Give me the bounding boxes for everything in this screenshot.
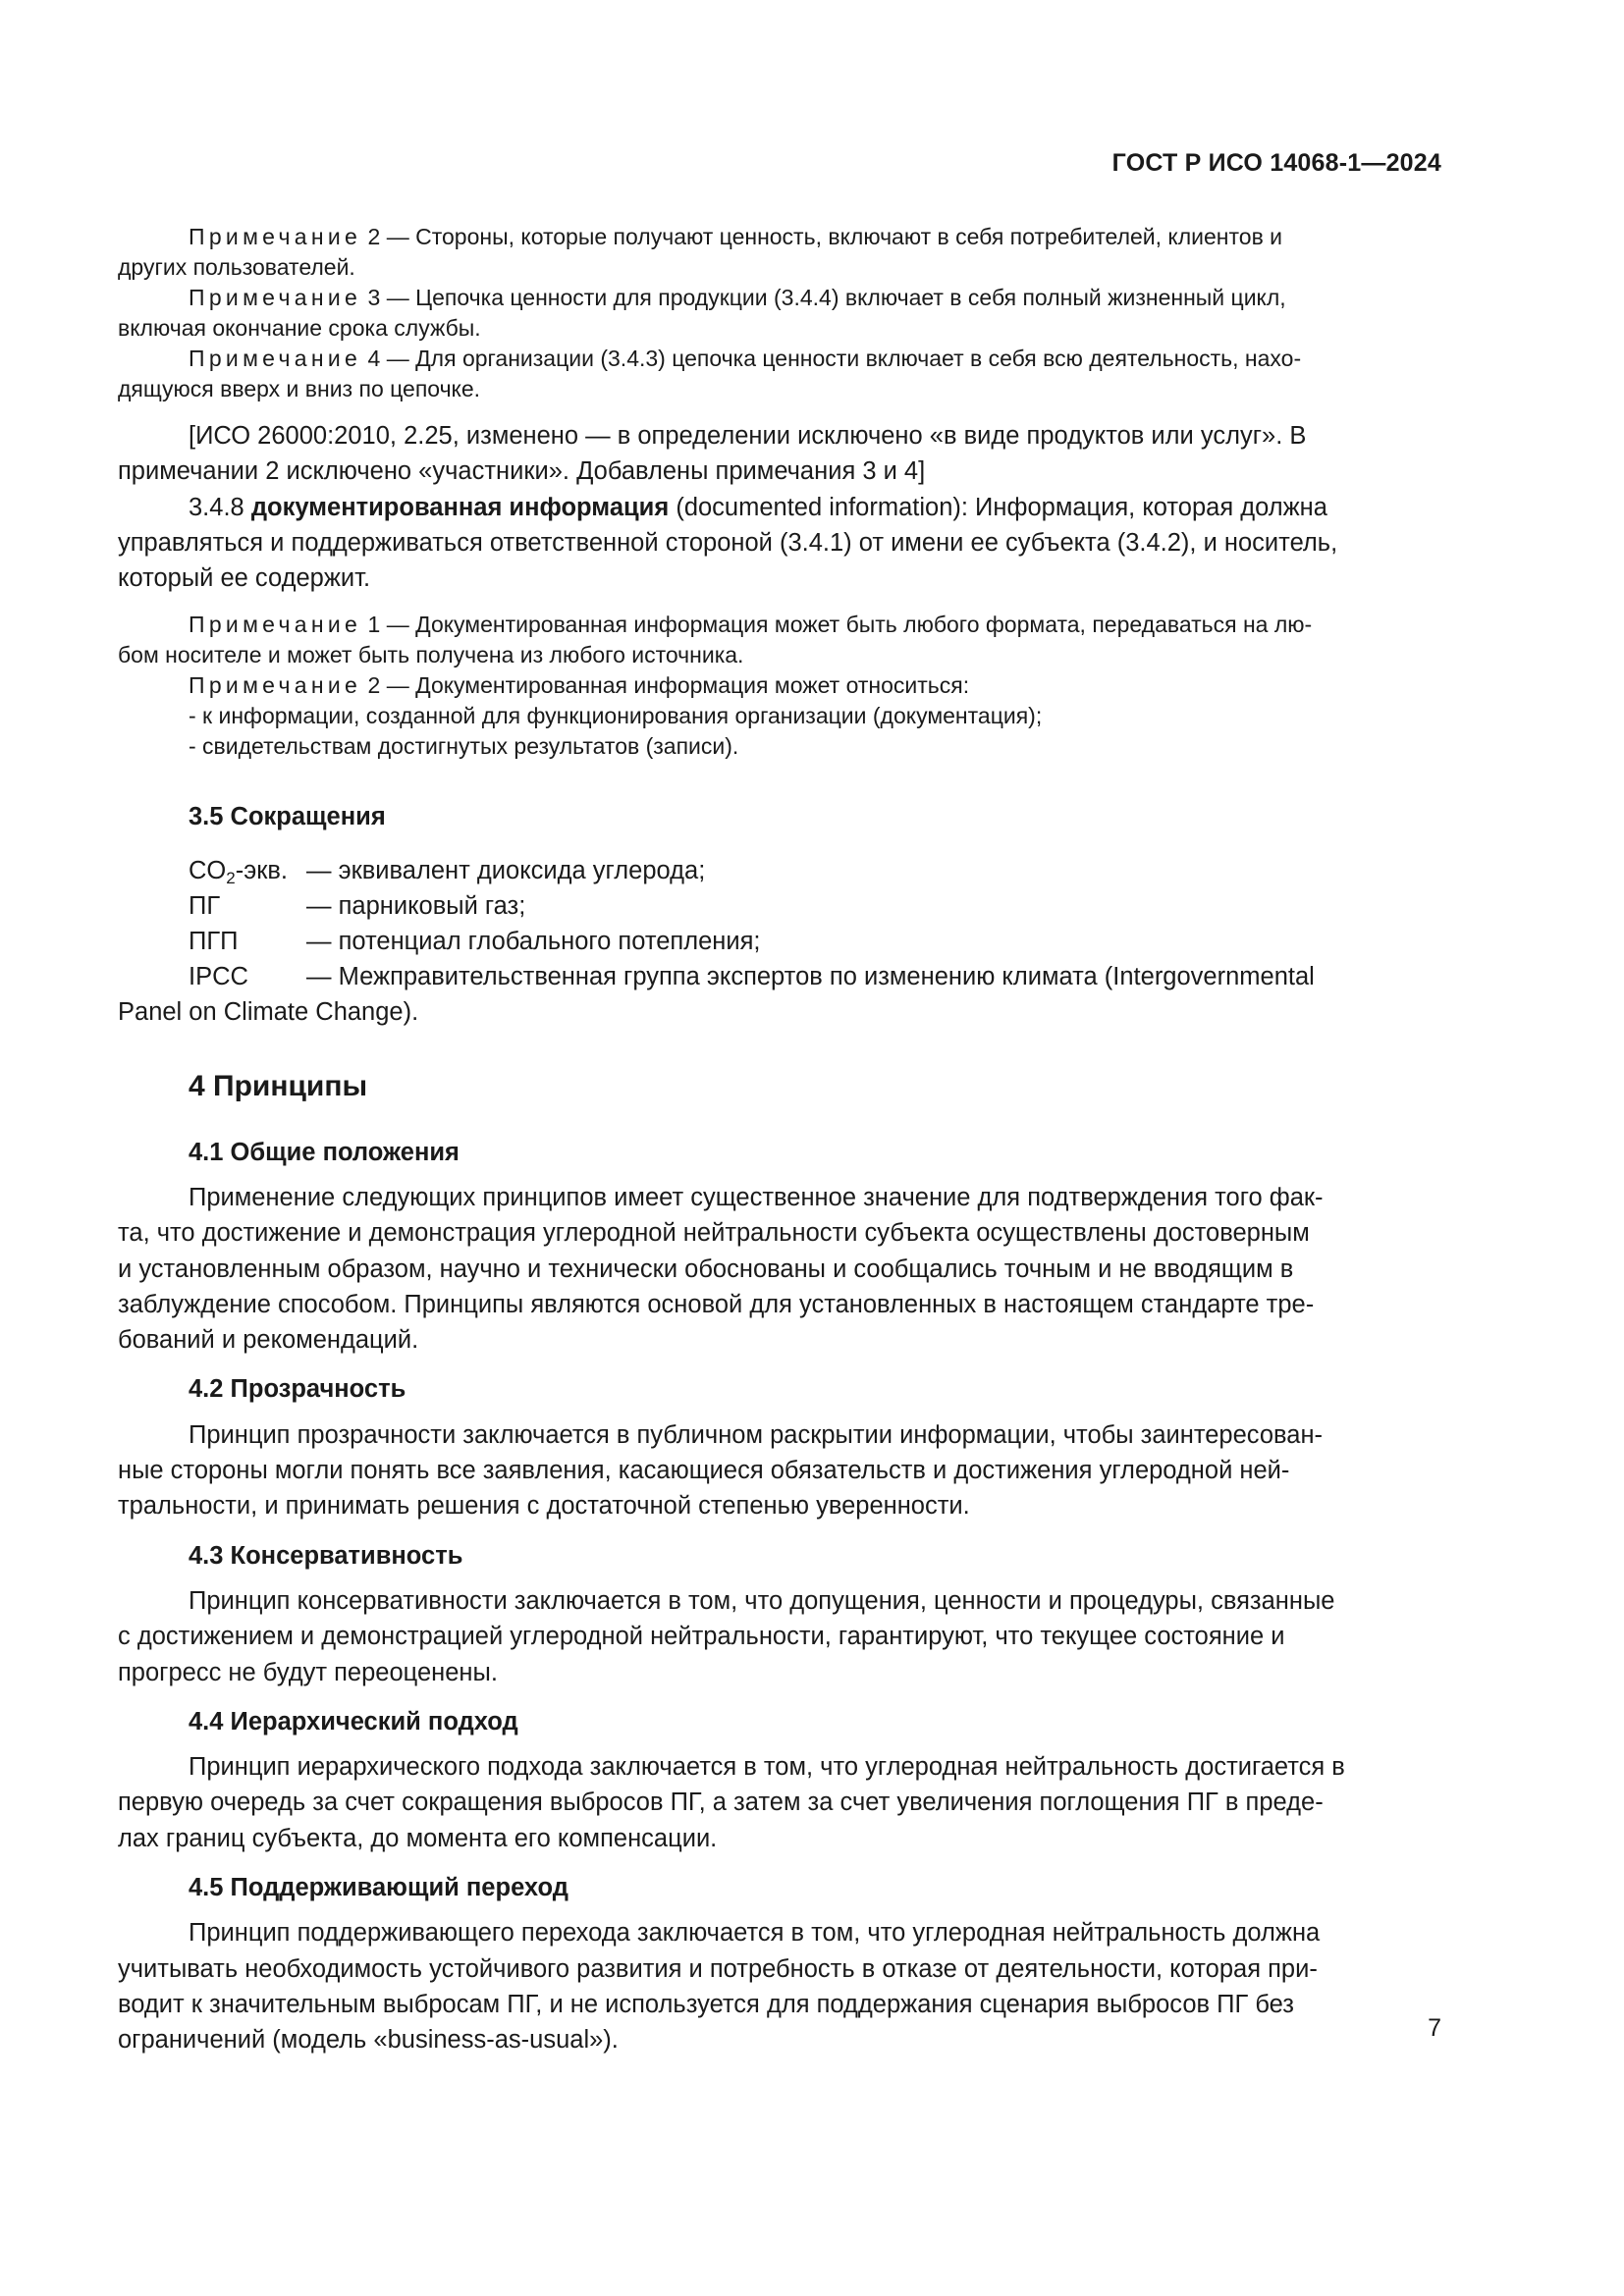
abbreviation-term <box>189 853 288 888</box>
term-definition-348 <box>118 490 1443 597</box>
note-line <box>118 222 1443 252</box>
note-line: бом носителе и может быть получена из любого источника. <box>118 642 744 668</box>
term-number: 3.4.8 <box>189 493 244 521</box>
subsection-body <box>118 1749 1443 1856</box>
note-line <box>118 283 1443 313</box>
abbreviation-row <box>118 924 1443 959</box>
section-heading-4: 4 Принципы <box>189 1070 368 1103</box>
text-line: тральности, и принимать решения с достаточной степенью уверенности. <box>118 1492 970 1521</box>
text-line: прогресс не будут переоценены. <box>118 1658 498 1686</box>
text-line: ограничений (модель «business-as-usual»). <box>118 2026 619 2055</box>
text-line <box>118 959 1443 994</box>
abbreviation-definition: — потенциал глобального потепления; <box>306 927 761 955</box>
text-line: лах границ субъекта, до момента его компенсации. <box>118 1824 718 1852</box>
note-label: Примечание <box>189 224 362 249</box>
abbreviation-definition: — парниковый газ; <box>306 891 526 920</box>
note-text: 3 — Цепочка ценности для продукции (3.4.4) включает в себя полный жизненный цикл, <box>367 285 1286 310</box>
abbreviation-term: ПГ <box>189 891 221 920</box>
note-label: Примечание <box>189 612 362 638</box>
note-text: 4 — Для организации (3.4.3) цепочка ценности включает в себя всю деятельность, нахо- <box>367 346 1302 371</box>
abbreviation-term: IPCC <box>189 962 248 990</box>
section-heading-3-5: 3.5 Сокращения <box>189 803 386 831</box>
text-line: водит к значительным выбросам ПГ, и не используется для поддержания сценария выбросов ПГ без <box>118 1990 1294 2018</box>
text-line: Применение следующих принципов имеет существенное значение для подтверждения того фак- <box>189 1183 1324 1211</box>
note-text: 2 — Документированная информация может относиться: <box>367 672 970 699</box>
abbreviations-list <box>118 853 1443 1031</box>
note-text: 1 — Документированная информация может быть любого формата, передаваться на лю- <box>367 612 1313 638</box>
note-text: 2 — Стороны, которые получают ценность, включают в себя потребителей, клиентов и <box>367 224 1283 249</box>
text-line: который ее содержит. <box>118 564 371 593</box>
note-line: включая окончание срока службы. <box>118 315 481 341</box>
subsection-body <box>118 1915 1443 2057</box>
text-line: ные стороны могли понять все заявления, касающиеся обязательств и достижения углеродной ней- <box>118 1457 1290 1485</box>
subsection-heading: 4.5 Поддерживающий переход <box>189 1874 568 1902</box>
abbr-co2-suffix: -экв. <box>235 856 289 884</box>
text-line: та, что достижение и демонстрация углеродной нейтральности субъекта осуществлены достоверным <box>118 1219 1310 1248</box>
text-line: учитывать необходимость устойчивого развития и потребность в отказе от деятельности, которая при- <box>118 1954 1318 1983</box>
subsection-heading: 4.3 Консервативность <box>189 1541 463 1570</box>
abbreviation-row <box>118 888 1443 924</box>
source-reference <box>118 418 1443 490</box>
page-number: 7 <box>1428 2014 1441 2042</box>
subsection-body <box>118 1583 1443 1690</box>
note-label: Примечание <box>189 346 362 371</box>
note-block-documented-info <box>118 610 1443 762</box>
note-line <box>118 344 1443 374</box>
abbreviation-term: ПГП <box>189 927 239 955</box>
text-line: и установленным образом, научно и технически обоснованы и сообщались точным и не вводящим в <box>118 1255 1294 1283</box>
text-line: Принцип прозрачности заключается в публичном раскрытии информации, чтобы заинтересован- <box>189 1420 1324 1449</box>
term-text: (documented information): Информация, которая должна <box>676 493 1327 521</box>
subsection-body <box>118 1417 1443 1524</box>
text-line <box>118 490 1443 525</box>
subsection-body <box>118 1180 1443 1358</box>
abbreviation-row <box>118 959 1443 1031</box>
text-line: управляться и поддерживаться ответственной стороной (3.4.1) от имени ее субъекта (3.4.2), и носитель, <box>118 528 1338 557</box>
abbr-co2-sub: 2 <box>226 868 236 887</box>
page-content <box>118 222 1443 2058</box>
text-line: первую очередь за счет сокращения выбросов ПГ, а затем за счет увеличения поглощения ПГ в преде- <box>118 1789 1324 1817</box>
note-line <box>118 670 1443 701</box>
text-line: Panel on Climate Change). <box>118 998 419 1027</box>
subsection-heading: 4.4 Иерархический подход <box>189 1707 518 1735</box>
list-item: - к информации, созданной для функционирования организации (документация); <box>189 703 1043 729</box>
note-label: Примечание <box>189 672 362 699</box>
note-line: дящуюся вверх и вниз по цепочке. <box>118 376 481 401</box>
text-line: Принцип иерархического подхода заключается в том, что углеродная нейтральность достигается в <box>189 1753 1345 1782</box>
list-item: - свидетельствам достигнутых результатов (записи). <box>189 733 739 760</box>
note-block-value-chain <box>118 222 1443 404</box>
note-label: Примечание <box>189 285 362 310</box>
subsection-heading: 4.1 Общие положения <box>189 1138 460 1166</box>
abbreviation-definition: — Межправительственная группа экспертов по изменению климата (Intergovernmental <box>306 962 1315 990</box>
text-line: с достижением и демонстрацией углеродной нейтральности, гарантируют, что текущее состояние и <box>118 1623 1285 1651</box>
note-line <box>118 610 1443 640</box>
text-line: бований и рекомендаций. <box>118 1326 419 1355</box>
abbr-co2-main: CO <box>189 856 227 884</box>
document-code-header: ГОСТ Р ИСО 14068-1—2024 <box>1111 149 1441 177</box>
abbreviation-definition: — эквивалент диоксида углерода; <box>306 856 706 884</box>
abbreviation-row <box>118 853 1443 888</box>
text-line: Принцип консервативности заключается в том, что допущения, ценности и процедуры, связанные <box>189 1586 1335 1615</box>
text-line: примечании 2 исключено «участники». Добавлены примечания 3 и 4] <box>118 457 926 486</box>
subsection-heading: 4.2 Прозрачность <box>189 1375 406 1404</box>
note-line: других пользователей. <box>118 254 355 280</box>
text-line: заблуждение способом. Принципы являются основой для установленных в настоящем стандарте тре- <box>118 1290 1315 1318</box>
text-line: [ИСО 26000:2010, 2.25, изменено — в определении исключено «в виде продуктов или услуг». В <box>189 422 1307 450</box>
text-line: Принцип поддерживающего перехода заключается в том, что углеродная нейтральность должна <box>189 1919 1321 1948</box>
term-name: документированная информация <box>250 493 670 521</box>
